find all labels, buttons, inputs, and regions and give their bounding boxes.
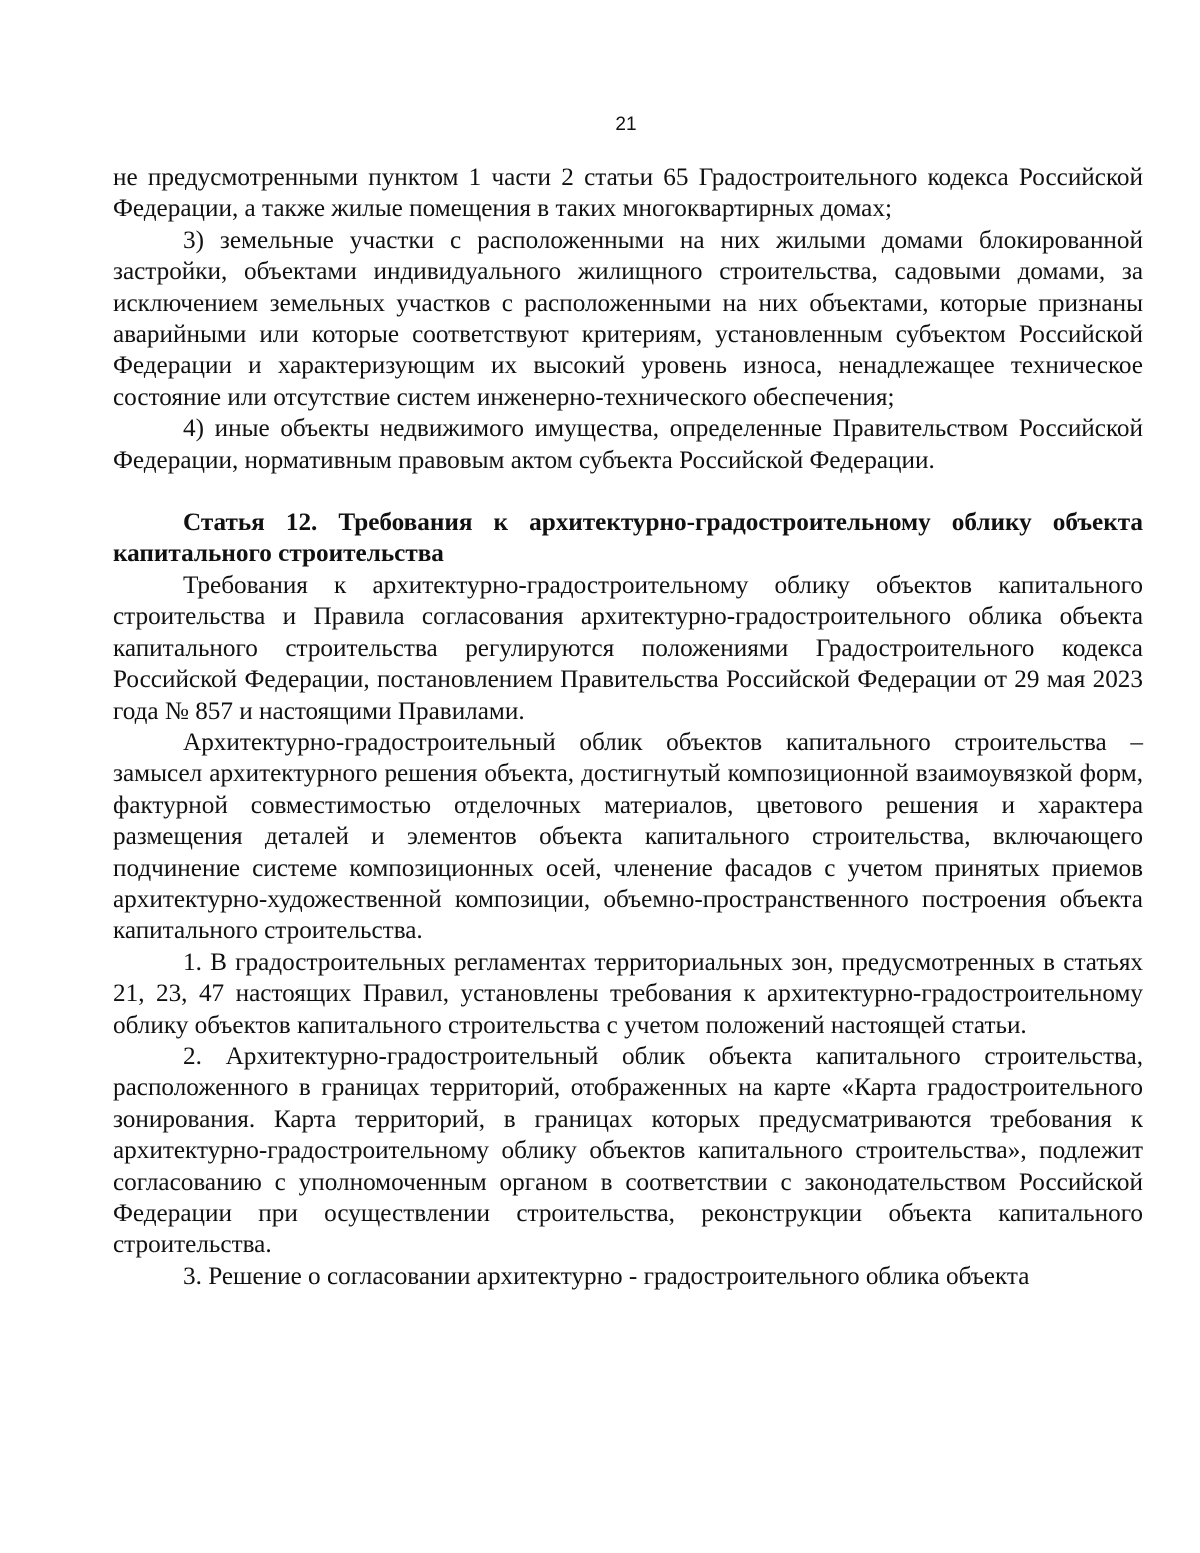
article-heading: Статья 12. Требования к архитектурно-градостроительному облику объекта капитального строительства xyxy=(113,509,1143,568)
page-number: 21 xyxy=(615,114,637,135)
document-body xyxy=(113,162,1143,1292)
paragraph-definition: Архитектурно-градостроительный облик объектов капитального строительства – замысел архитектурного решения объекта, достигнутый композиционной взаимоувязкой форм, фактурной совместимостью отделочных материалов, цветового решения и характера размещения деталей и элементов объекта капитального строительства, включающего подчинение системе композиционных осей, членение фасадов с учетом принятых приемов архитектурно-художественной композиции, объемно-пространственного построения объекта капитального строительства. xyxy=(113,728,1143,945)
list-item-4: 4) иные объекты недвижимого имущества, определенные Правительством Российской Федерации, нормативным правовым актом субъекта Российской Федерации. xyxy=(113,415,1143,474)
list-item-3: 3) земельные участки с расположенными на них жилыми домами блокированной застройки, объектами индивидуального жилищного строительства, садовыми домами, за исключением земельных участков с расположенными на них объектами, которые признаны аварийными или которые соответствуют критериям, установленным субъектом Российской Федерации и характеризующим их высокий уровень износа, ненадлежащее техническое состояние или отсутствие систем инженерно-технического обеспечения; xyxy=(113,226,1143,411)
numbered-item-1: 1. В градостроительных регламентах территориальных зон, предусмотренных в статьях 21, 23, 47 настоящих Правил, установлены требования к архитектурно-градостроительному облику объектов капитального строительства с учетом положений настоящей статьи. xyxy=(113,948,1143,1039)
numbered-item-2: 2. Архитектурно-градостроительный облик объекта капитального строительства, расположенного в границах территорий, отображенных на карте «Карта градостроительного зонирования. Карта территорий, в границах которых предусматриваются требования к архитектурно-градостроительному облику объектов капитального строительства», подлежит согласованию с уполномоченным органом в соответствии с законодательством Российской Федерации при осуществлении строительства, реконструкции объекта капитального строительства. xyxy=(113,1042,1143,1259)
numbered-item-3: 3. Решение о согласовании архитектурно - градостроительного облика объекта xyxy=(183,1262,1030,1290)
paragraph-requirements: Требования к архитектурно-градостроительному облику объектов капитального строительства и Правила согласования архитектурно-градостроительного облика объекта капитального строительства регулируются положениями Градостроительного кодекса Российской Федерации, постановлением Правительства Российской Федерации от 29 мая 2023 года № 857 и настоящими Правилами. xyxy=(113,571,1143,725)
paragraph-continuation: не предусмотренными пунктом 1 части 2 статьи 65 Градостроительного кодекса Российской Федерации, а также жилые помещения в таких многоквартирных домах; xyxy=(113,164,1143,223)
